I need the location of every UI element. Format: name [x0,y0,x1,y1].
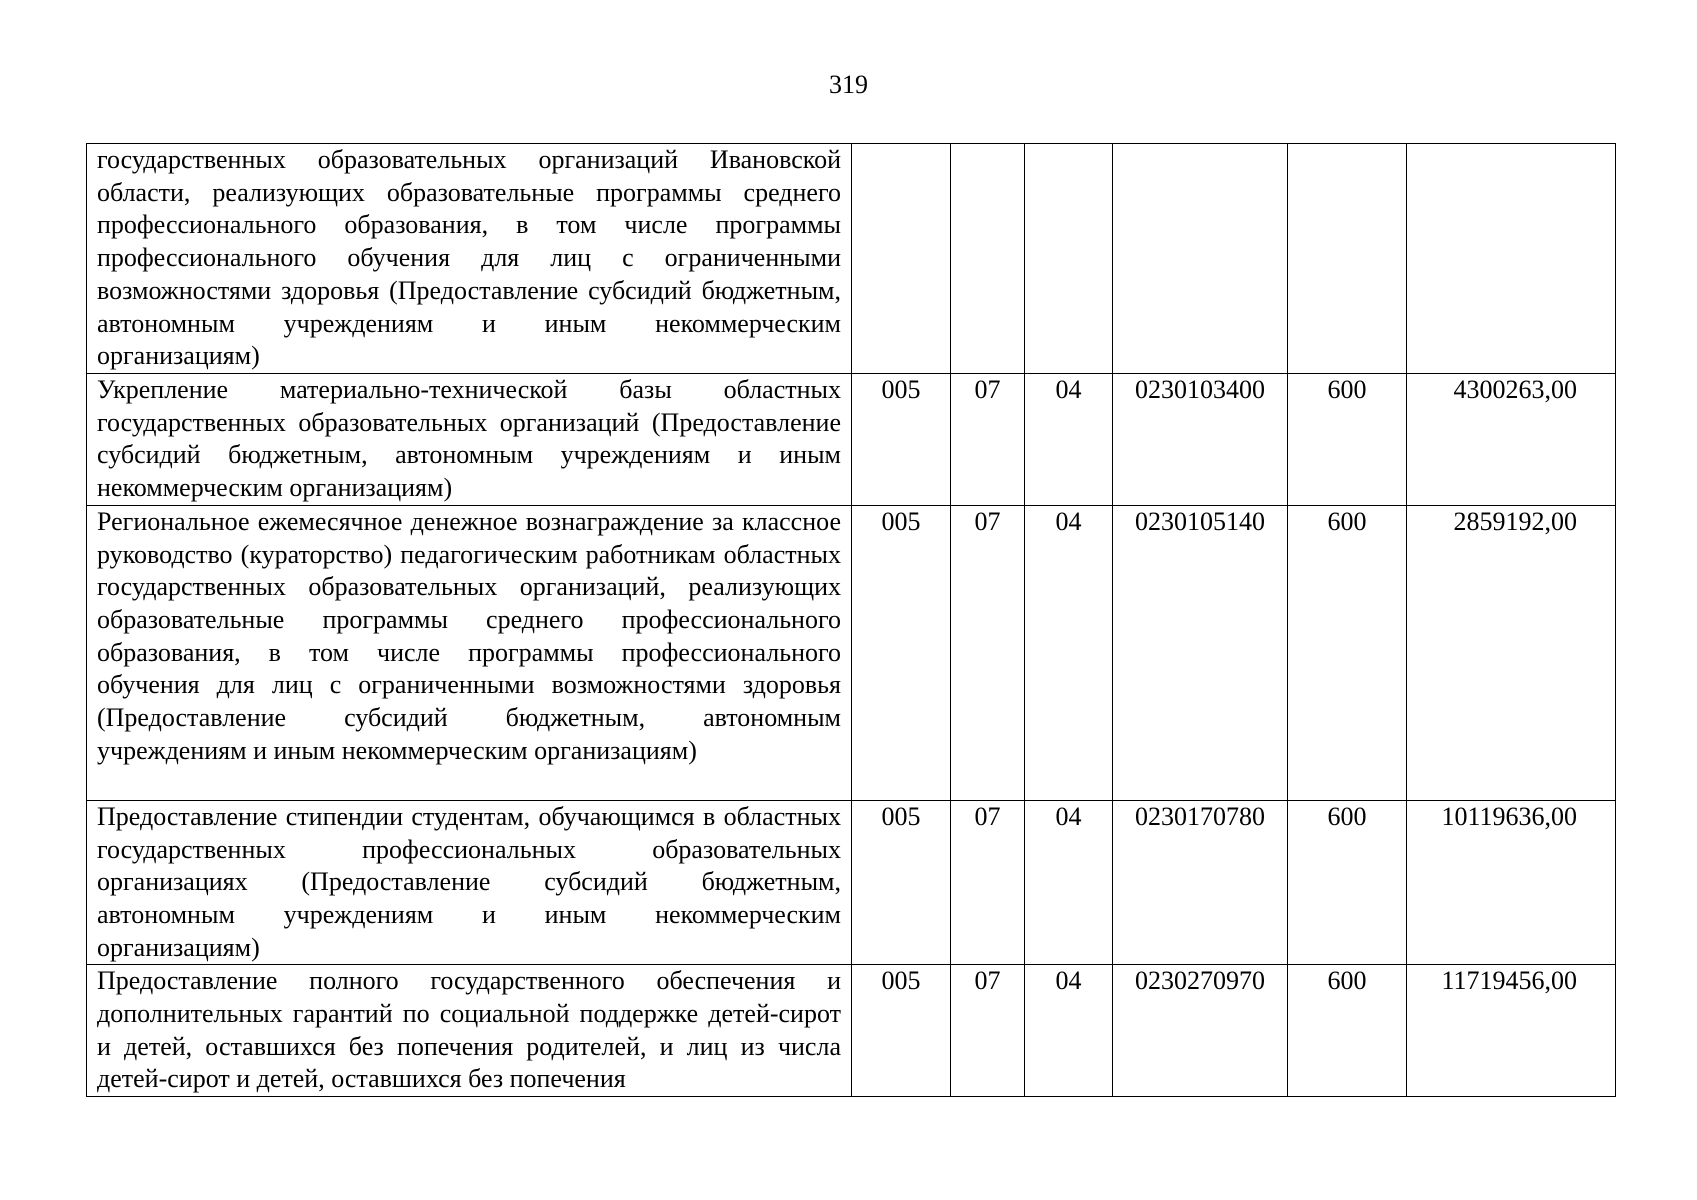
subsection-cell: 04 [1025,505,1113,800]
expense-type-cell: 600 [1288,505,1407,800]
expense-type-cell [1288,144,1407,374]
section-cell: 07 [951,965,1025,1097]
ministry-code-cell: 005 [852,800,951,965]
row-name-cell: Предоставление стипендии студентам, обучающимся в областных государственных профессиональных образовательных организациях (Предоставление субсидий бюджетным, автономным учреждениям и иным некоммерческим организациям) [87,800,852,965]
page-number: 319 [829,70,868,99]
section-cell: 07 [951,505,1025,800]
expense-type-cell: 600 [1288,965,1407,1097]
sum-cell [1407,144,1616,374]
ministry-code-cell [852,144,951,374]
target-article-cell: 0230270970 [1113,965,1288,1097]
subsection-cell [1025,144,1113,374]
row-name-cell: Региональное ежемесячное денежное вознаграждение за классное руководство (кураторство) педагогическим работникам областных государственных образовательных организаций, реализующих образовательные программы среднего профессионального образования, в том числе программы профессионального обучения для лиц с ограниченными возможностями здоровья (Предоставление субсидий бюджетным, автономным учреждениям и иным некоммерческим организациям) [87,505,852,800]
sum-cell: 2859192,00 [1407,505,1616,800]
subsection-cell: 04 [1025,965,1113,1097]
target-article-cell: 0230103400 [1113,374,1288,506]
row-name-cell: Укрепление материально-технической базы областных государственных образовательных организаций (Предоставление субсидий бюджетным, автономным учреждениям и иным некоммерческим организациям) [87,374,852,506]
ministry-code-cell: 005 [852,505,951,800]
table-row [87,965,1616,1097]
subsection-cell: 04 [1025,800,1113,965]
table-row [87,144,1616,374]
expense-type-cell: 600 [1288,374,1407,506]
table-row [87,800,1616,965]
ministry-code-cell: 005 [852,374,951,506]
budget-table [86,143,1616,1097]
section-cell: 07 [951,800,1025,965]
table-row [87,374,1616,506]
sum-cell: 10119636,00 [1407,800,1616,965]
target-article-cell: 0230170780 [1113,800,1288,965]
sum-cell: 4300263,00 [1407,374,1616,506]
expense-type-cell: 600 [1288,800,1407,965]
target-article-cell: 0230105140 [1113,505,1288,800]
row-name-cell: Предоставление полного государственного обеспечения и дополнительных гарантий по социальной поддержке детей-сирот и детей, оставшихся без попечения родителей, и лиц из числа детей-сирот и детей, оставшихся без попечения [87,965,852,1097]
row-name-cell: государственных образовательных организаций Ивановской области, реализующих образовательные программы среднего профессионального образования, в том числе программы профессионального обучения для лиц с ограниченными возможностями здоровья (Предоставление субсидий бюджетным, автономным учреждениям и иным некоммерческим организациям) [87,144,852,374]
subsection-cell: 04 [1025,374,1113,506]
ministry-code-cell: 005 [852,965,951,1097]
sum-cell: 11719456,00 [1407,965,1616,1097]
target-article-cell [1113,144,1288,374]
section-cell [951,144,1025,374]
section-cell: 07 [951,374,1025,506]
table-row [87,505,1616,800]
